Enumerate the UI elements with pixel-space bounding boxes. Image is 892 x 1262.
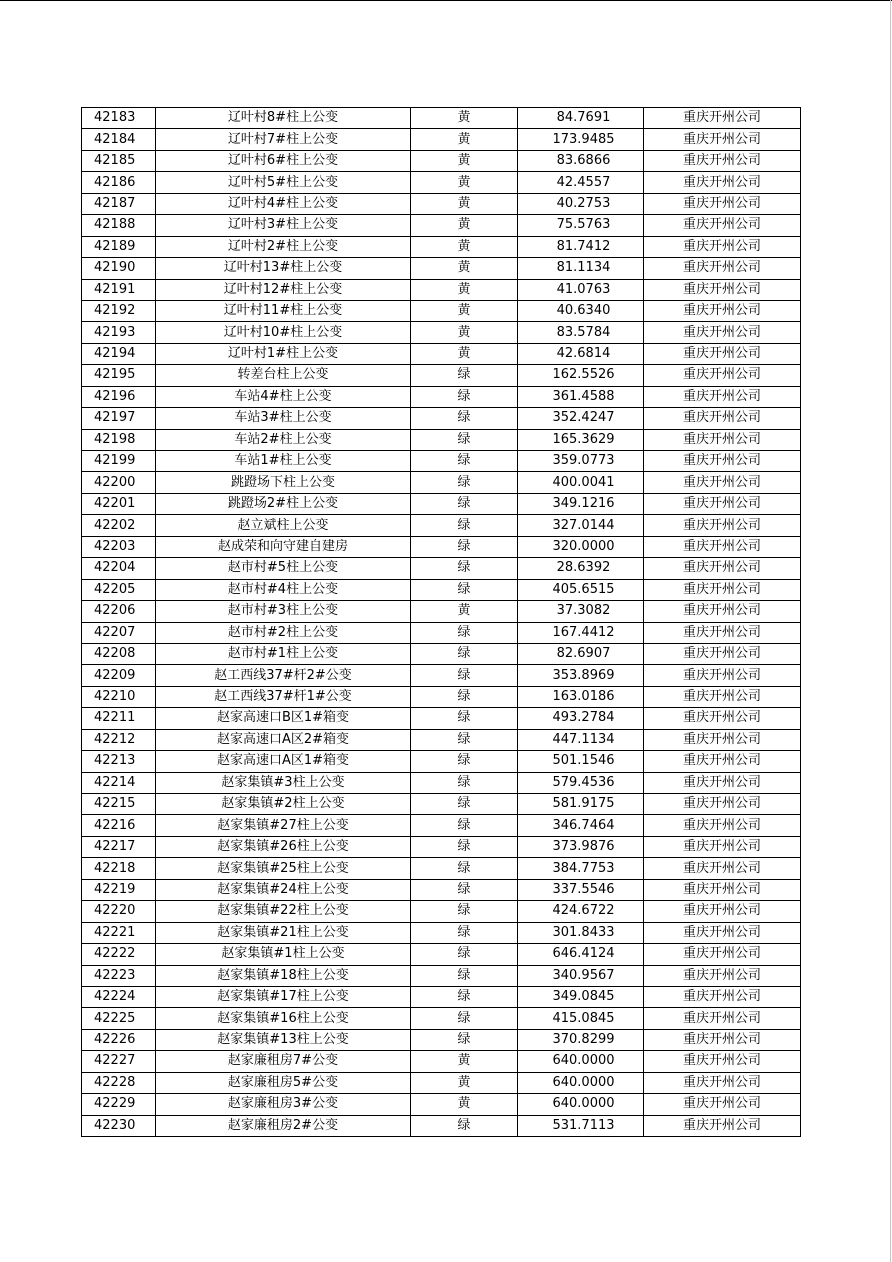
- status-color-cell: 绿: [411, 515, 518, 536]
- table-row: [82, 986, 801, 1007]
- value-cell: 493.2784: [518, 708, 644, 729]
- station-name-cell: 赵市村#1柱上公变: [156, 643, 411, 664]
- value-cell: 646.4124: [518, 944, 644, 965]
- row-id-cell: 42193: [82, 322, 156, 343]
- status-color-cell: 黄: [411, 236, 518, 257]
- status-color-cell: 绿: [411, 944, 518, 965]
- company-cell: 重庆开州公司: [644, 322, 801, 343]
- status-color-cell: 绿: [411, 365, 518, 386]
- table-row: [82, 472, 801, 493]
- value-cell: 83.5784: [518, 322, 644, 343]
- row-id-cell: 42183: [82, 108, 156, 129]
- page-right-edge: [890, 0, 891, 1262]
- status-color-cell: 绿: [411, 965, 518, 986]
- company-cell: 重庆开州公司: [644, 1072, 801, 1093]
- table-row: [82, 558, 801, 579]
- station-name-cell: 赵家高速口A区1#箱变: [156, 751, 411, 772]
- station-name-cell: 赵家集镇#27柱上公变: [156, 815, 411, 836]
- value-cell: 447.1134: [518, 729, 644, 750]
- table-row: [82, 1072, 801, 1093]
- row-id-cell: 42205: [82, 579, 156, 600]
- value-cell: 82.6907: [518, 643, 644, 664]
- status-color-cell: 黄: [411, 108, 518, 129]
- station-name-cell: 辽叶村4#柱上公变: [156, 193, 411, 214]
- table-row: [82, 965, 801, 986]
- value-cell: 373.9876: [518, 836, 644, 857]
- row-id-cell: 42200: [82, 472, 156, 493]
- table-row: [82, 879, 801, 900]
- status-color-cell: 黄: [411, 129, 518, 150]
- table-row: [82, 686, 801, 707]
- value-cell: 81.1134: [518, 258, 644, 279]
- station-name-cell: 辽叶村13#柱上公变: [156, 258, 411, 279]
- company-cell: 重庆开州公司: [644, 836, 801, 857]
- value-cell: 83.6866: [518, 150, 644, 171]
- status-color-cell: 绿: [411, 579, 518, 600]
- status-color-cell: 黄: [411, 193, 518, 214]
- row-id-cell: 42218: [82, 858, 156, 879]
- value-cell: 352.4247: [518, 408, 644, 429]
- status-color-cell: 绿: [411, 643, 518, 664]
- table-row: [82, 493, 801, 514]
- station-name-cell: 车站3#柱上公变: [156, 408, 411, 429]
- row-id-cell: 42208: [82, 643, 156, 664]
- value-cell: 531.7113: [518, 1115, 644, 1136]
- company-cell: 重庆开州公司: [644, 429, 801, 450]
- row-id-cell: 42213: [82, 751, 156, 772]
- row-id-cell: 42216: [82, 815, 156, 836]
- company-cell: 重庆开州公司: [644, 1008, 801, 1029]
- station-name-cell: 赵工西线37#杆1#公变: [156, 686, 411, 707]
- value-cell: 415.0845: [518, 1008, 644, 1029]
- status-color-cell: 黄: [411, 258, 518, 279]
- table-row: [82, 772, 801, 793]
- station-name-cell: 赵家集镇#16柱上公变: [156, 1008, 411, 1029]
- station-name-cell: 赵家集镇#22柱上公变: [156, 901, 411, 922]
- value-cell: 167.4412: [518, 622, 644, 643]
- value-cell: 346.7464: [518, 815, 644, 836]
- company-cell: 重庆开州公司: [644, 965, 801, 986]
- table-row: [82, 365, 801, 386]
- status-color-cell: 绿: [411, 665, 518, 686]
- company-cell: 重庆开州公司: [644, 558, 801, 579]
- value-cell: 400.0041: [518, 472, 644, 493]
- station-name-cell: 辽叶村8#柱上公变: [156, 108, 411, 129]
- table-row: [82, 1051, 801, 1072]
- company-cell: 重庆开州公司: [644, 729, 801, 750]
- table-row: [82, 579, 801, 600]
- row-id-cell: 42225: [82, 1008, 156, 1029]
- table-row: [82, 1115, 801, 1136]
- station-name-cell: 赵家集镇#21柱上公变: [156, 922, 411, 943]
- status-color-cell: 绿: [411, 815, 518, 836]
- station-name-cell: 赵家廉租房5#公变: [156, 1072, 411, 1093]
- table-row: [82, 236, 801, 257]
- value-cell: 163.0186: [518, 686, 644, 707]
- row-id-cell: 42188: [82, 215, 156, 236]
- table-row: [82, 622, 801, 643]
- value-cell: 327.0144: [518, 515, 644, 536]
- row-id-cell: 42220: [82, 901, 156, 922]
- company-cell: 重庆开州公司: [644, 579, 801, 600]
- table-row: [82, 515, 801, 536]
- status-color-cell: 黄: [411, 1094, 518, 1115]
- table-row: [82, 322, 801, 343]
- row-id-cell: 42223: [82, 965, 156, 986]
- row-id-cell: 42192: [82, 300, 156, 321]
- status-color-cell: 绿: [411, 536, 518, 557]
- table-row: [82, 150, 801, 171]
- status-color-cell: 黄: [411, 322, 518, 343]
- status-color-cell: 黄: [411, 150, 518, 171]
- station-name-cell: 辽叶村3#柱上公变: [156, 215, 411, 236]
- row-id-cell: 42206: [82, 601, 156, 622]
- table-row: [82, 901, 801, 922]
- station-name-cell: 辽叶村7#柱上公变: [156, 129, 411, 150]
- company-cell: 重庆开州公司: [644, 193, 801, 214]
- row-id-cell: 42214: [82, 772, 156, 793]
- value-cell: 40.6340: [518, 300, 644, 321]
- row-id-cell: 42184: [82, 129, 156, 150]
- company-cell: 重庆开州公司: [644, 1094, 801, 1115]
- status-color-cell: 绿: [411, 772, 518, 793]
- station-name-cell: 赵工西线37#杆2#公变: [156, 665, 411, 686]
- company-cell: 重庆开州公司: [644, 365, 801, 386]
- row-id-cell: 42211: [82, 708, 156, 729]
- value-cell: 162.5526: [518, 365, 644, 386]
- row-id-cell: 42190: [82, 258, 156, 279]
- table-row: [82, 408, 801, 429]
- row-id-cell: 42209: [82, 665, 156, 686]
- station-name-cell: 赵家集镇#3柱上公变: [156, 772, 411, 793]
- page-top-border: [0, 0, 892, 1]
- table-row: [82, 129, 801, 150]
- company-cell: 重庆开州公司: [644, 515, 801, 536]
- row-id-cell: 42198: [82, 429, 156, 450]
- station-name-cell: 辽叶村2#柱上公变: [156, 236, 411, 257]
- row-id-cell: 42207: [82, 622, 156, 643]
- value-cell: 340.9567: [518, 965, 644, 986]
- transformer-capacity-table: [81, 107, 801, 1137]
- table-row: [82, 729, 801, 750]
- value-cell: 28.6392: [518, 558, 644, 579]
- company-cell: 重庆开州公司: [644, 150, 801, 171]
- status-color-cell: 绿: [411, 493, 518, 514]
- company-cell: 重庆开州公司: [644, 451, 801, 472]
- table-row: [82, 215, 801, 236]
- status-color-cell: 黄: [411, 1072, 518, 1093]
- value-cell: 40.2753: [518, 193, 644, 214]
- value-cell: 42.4557: [518, 172, 644, 193]
- row-id-cell: 42229: [82, 1094, 156, 1115]
- table-row: [82, 279, 801, 300]
- row-id-cell: 42203: [82, 536, 156, 557]
- status-color-cell: 绿: [411, 836, 518, 857]
- value-cell: 42.6814: [518, 343, 644, 364]
- status-color-cell: 绿: [411, 1029, 518, 1050]
- status-color-cell: 绿: [411, 472, 518, 493]
- row-id-cell: 42226: [82, 1029, 156, 1050]
- row-id-cell: 42185: [82, 150, 156, 171]
- row-id-cell: 42189: [82, 236, 156, 257]
- company-cell: 重庆开州公司: [644, 172, 801, 193]
- value-cell: 75.5763: [518, 215, 644, 236]
- status-color-cell: 绿: [411, 794, 518, 815]
- status-color-cell: 绿: [411, 751, 518, 772]
- company-cell: 重庆开州公司: [644, 1115, 801, 1136]
- value-cell: 370.8299: [518, 1029, 644, 1050]
- status-color-cell: 黄: [411, 1051, 518, 1072]
- station-name-cell: 赵家集镇#13柱上公变: [156, 1029, 411, 1050]
- station-name-cell: 赵家集镇#17柱上公变: [156, 986, 411, 1007]
- status-color-cell: 绿: [411, 451, 518, 472]
- status-color-cell: 绿: [411, 1008, 518, 1029]
- table-row: [82, 858, 801, 879]
- row-id-cell: 42210: [82, 686, 156, 707]
- table-row: [82, 836, 801, 857]
- company-cell: 重庆开州公司: [644, 986, 801, 1007]
- row-id-cell: 42217: [82, 836, 156, 857]
- table-row: [82, 258, 801, 279]
- company-cell: 重庆开州公司: [644, 772, 801, 793]
- status-color-cell: 黄: [411, 215, 518, 236]
- station-name-cell: 赵家高速口A区2#箱变: [156, 729, 411, 750]
- station-name-cell: 车站1#柱上公变: [156, 451, 411, 472]
- row-id-cell: 42202: [82, 515, 156, 536]
- station-name-cell: 赵市村#3柱上公变: [156, 601, 411, 622]
- station-name-cell: 赵家廉租房7#公变: [156, 1051, 411, 1072]
- value-cell: 353.8969: [518, 665, 644, 686]
- table-row: [82, 386, 801, 407]
- station-name-cell: 赵市村#2柱上公变: [156, 622, 411, 643]
- row-id-cell: 42186: [82, 172, 156, 193]
- status-color-cell: 绿: [411, 986, 518, 1007]
- value-cell: 424.6722: [518, 901, 644, 922]
- table-row: [82, 601, 801, 622]
- station-name-cell: 跳蹬场2#柱上公变: [156, 493, 411, 514]
- table-row: [82, 300, 801, 321]
- company-cell: 重庆开州公司: [644, 215, 801, 236]
- station-name-cell: 转差台柱上公变: [156, 365, 411, 386]
- status-color-cell: 绿: [411, 1115, 518, 1136]
- company-cell: 重庆开州公司: [644, 643, 801, 664]
- station-name-cell: 赵家廉租房3#公变: [156, 1094, 411, 1115]
- status-color-cell: 黄: [411, 601, 518, 622]
- table-row: [82, 1029, 801, 1050]
- company-cell: 重庆开州公司: [644, 1029, 801, 1050]
- value-cell: 84.7691: [518, 108, 644, 129]
- company-cell: 重庆开州公司: [644, 1051, 801, 1072]
- value-cell: 361.4588: [518, 386, 644, 407]
- value-cell: 173.9485: [518, 129, 644, 150]
- value-cell: 640.0000: [518, 1094, 644, 1115]
- value-cell: 640.0000: [518, 1051, 644, 1072]
- value-cell: 405.6515: [518, 579, 644, 600]
- row-id-cell: 42191: [82, 279, 156, 300]
- status-color-cell: 绿: [411, 858, 518, 879]
- company-cell: 重庆开州公司: [644, 601, 801, 622]
- row-id-cell: 42196: [82, 386, 156, 407]
- row-id-cell: 42201: [82, 493, 156, 514]
- station-name-cell: 赵成荣和向守建自建房: [156, 536, 411, 557]
- station-name-cell: 辽叶村5#柱上公变: [156, 172, 411, 193]
- row-id-cell: 42194: [82, 343, 156, 364]
- table-row: [82, 536, 801, 557]
- value-cell: 301.8433: [518, 922, 644, 943]
- company-cell: 重庆开州公司: [644, 815, 801, 836]
- value-cell: 640.0000: [518, 1072, 644, 1093]
- station-name-cell: 赵家廉租房2#公变: [156, 1115, 411, 1136]
- row-id-cell: 42219: [82, 879, 156, 900]
- company-cell: 重庆开州公司: [644, 944, 801, 965]
- value-cell: 320.0000: [518, 536, 644, 557]
- station-name-cell: 辽叶村12#柱上公变: [156, 279, 411, 300]
- company-cell: 重庆开州公司: [644, 708, 801, 729]
- status-color-cell: 绿: [411, 622, 518, 643]
- status-color-cell: 黄: [411, 343, 518, 364]
- company-cell: 重庆开州公司: [644, 279, 801, 300]
- company-cell: 重庆开州公司: [644, 536, 801, 557]
- station-name-cell: 赵家集镇#1柱上公变: [156, 944, 411, 965]
- station-name-cell: 赵家集镇#2柱上公变: [156, 794, 411, 815]
- table-row: [82, 794, 801, 815]
- table-row: [82, 815, 801, 836]
- company-cell: 重庆开州公司: [644, 879, 801, 900]
- company-cell: 重庆开州公司: [644, 343, 801, 364]
- table-row: [82, 451, 801, 472]
- table-body: [82, 108, 801, 1137]
- station-name-cell: 车站2#柱上公变: [156, 429, 411, 450]
- table-row: [82, 708, 801, 729]
- station-name-cell: 赵市村#5柱上公变: [156, 558, 411, 579]
- row-id-cell: 42212: [82, 729, 156, 750]
- company-cell: 重庆开州公司: [644, 922, 801, 943]
- station-name-cell: 辽叶村1#柱上公变: [156, 343, 411, 364]
- company-cell: 重庆开州公司: [644, 129, 801, 150]
- station-name-cell: 辽叶村10#柱上公变: [156, 322, 411, 343]
- value-cell: 501.1546: [518, 751, 644, 772]
- station-name-cell: 赵市村#4柱上公变: [156, 579, 411, 600]
- value-cell: 337.5546: [518, 879, 644, 900]
- station-name-cell: 赵家高速口B区1#箱变: [156, 708, 411, 729]
- company-cell: 重庆开州公司: [644, 108, 801, 129]
- table-row: [82, 944, 801, 965]
- row-id-cell: 42195: [82, 365, 156, 386]
- status-color-cell: 绿: [411, 429, 518, 450]
- station-name-cell: 赵家集镇#26柱上公变: [156, 836, 411, 857]
- status-color-cell: 绿: [411, 879, 518, 900]
- value-cell: 359.0773: [518, 451, 644, 472]
- table-row: [82, 922, 801, 943]
- table-row: [82, 429, 801, 450]
- company-cell: 重庆开州公司: [644, 493, 801, 514]
- company-cell: 重庆开州公司: [644, 236, 801, 257]
- row-id-cell: 42215: [82, 794, 156, 815]
- row-id-cell: 42197: [82, 408, 156, 429]
- station-name-cell: 赵家集镇#25柱上公变: [156, 858, 411, 879]
- station-name-cell: 车站4#柱上公变: [156, 386, 411, 407]
- company-cell: 重庆开州公司: [644, 300, 801, 321]
- row-id-cell: 42227: [82, 1051, 156, 1072]
- value-cell: 579.4536: [518, 772, 644, 793]
- status-color-cell: 绿: [411, 922, 518, 943]
- row-id-cell: 42199: [82, 451, 156, 472]
- company-cell: 重庆开州公司: [644, 386, 801, 407]
- table-row: [82, 1008, 801, 1029]
- table-row: [82, 193, 801, 214]
- status-color-cell: 黄: [411, 279, 518, 300]
- company-cell: 重庆开州公司: [644, 901, 801, 922]
- table-row: [82, 172, 801, 193]
- table-row: [82, 108, 801, 129]
- company-cell: 重庆开州公司: [644, 858, 801, 879]
- table-row: [82, 1094, 801, 1115]
- company-cell: 重庆开州公司: [644, 258, 801, 279]
- value-cell: 37.3082: [518, 601, 644, 622]
- row-id-cell: 42228: [82, 1072, 156, 1093]
- company-cell: 重庆开州公司: [644, 686, 801, 707]
- table-row: [82, 665, 801, 686]
- company-cell: 重庆开州公司: [644, 665, 801, 686]
- value-cell: 384.7753: [518, 858, 644, 879]
- station-name-cell: 辽叶村6#柱上公变: [156, 150, 411, 171]
- status-color-cell: 黄: [411, 300, 518, 321]
- status-color-cell: 绿: [411, 901, 518, 922]
- company-cell: 重庆开州公司: [644, 751, 801, 772]
- table-row: [82, 343, 801, 364]
- status-color-cell: 绿: [411, 408, 518, 429]
- row-id-cell: 42222: [82, 944, 156, 965]
- row-id-cell: 42230: [82, 1115, 156, 1136]
- row-id-cell: 42224: [82, 986, 156, 1007]
- status-color-cell: 黄: [411, 172, 518, 193]
- row-id-cell: 42221: [82, 922, 156, 943]
- status-color-cell: 绿: [411, 386, 518, 407]
- status-color-cell: 绿: [411, 729, 518, 750]
- company-cell: 重庆开州公司: [644, 622, 801, 643]
- value-cell: 349.0845: [518, 986, 644, 1007]
- company-cell: 重庆开州公司: [644, 472, 801, 493]
- row-id-cell: 42204: [82, 558, 156, 579]
- station-name-cell: 赵家集镇#18柱上公变: [156, 965, 411, 986]
- station-name-cell: 赵家集镇#24柱上公变: [156, 879, 411, 900]
- value-cell: 581.9175: [518, 794, 644, 815]
- value-cell: 349.1216: [518, 493, 644, 514]
- row-id-cell: 42187: [82, 193, 156, 214]
- status-color-cell: 绿: [411, 558, 518, 579]
- station-name-cell: 辽叶村11#柱上公变: [156, 300, 411, 321]
- station-name-cell: 跳蹬场下柱上公变: [156, 472, 411, 493]
- status-color-cell: 绿: [411, 686, 518, 707]
- station-name-cell: 赵立斌柱上公变: [156, 515, 411, 536]
- value-cell: 165.3629: [518, 429, 644, 450]
- table-row: [82, 643, 801, 664]
- table-row: [82, 751, 801, 772]
- value-cell: 81.7412: [518, 236, 644, 257]
- value-cell: 41.0763: [518, 279, 644, 300]
- company-cell: 重庆开州公司: [644, 408, 801, 429]
- company-cell: 重庆开州公司: [644, 794, 801, 815]
- status-color-cell: 绿: [411, 708, 518, 729]
